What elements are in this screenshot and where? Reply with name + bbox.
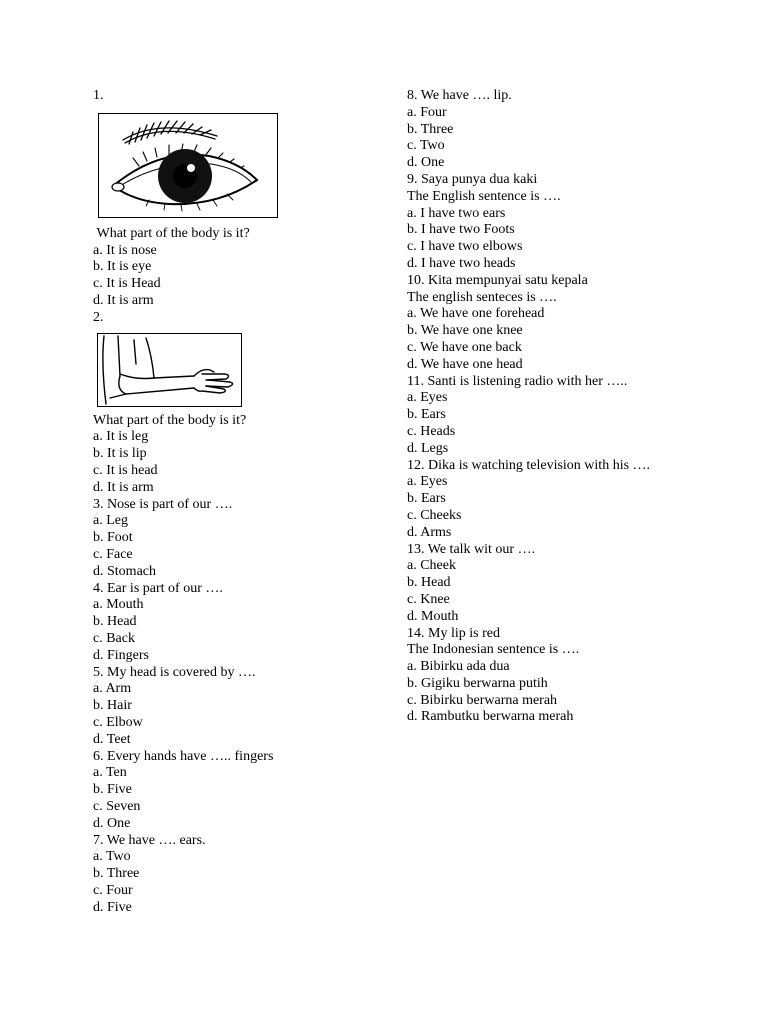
- question-6: [93, 749, 393, 833]
- question-text: 4. Ear is part of our ….: [93, 580, 223, 596]
- option-b: b. Gigiku berwarna putih: [407, 675, 548, 691]
- eye-icon: [99, 114, 277, 217]
- option-d: d. Stomach: [93, 563, 156, 579]
- option-d: d. I have two heads: [407, 255, 516, 271]
- option-d: d. One: [93, 815, 131, 831]
- option-d: d. Mouth: [407, 608, 459, 624]
- question-9: [407, 172, 669, 273]
- question-prompt: The English sentence is ….: [407, 188, 561, 204]
- left-column: [93, 88, 393, 916]
- question-text: 5. My head is covered by ….: [93, 664, 256, 680]
- option-a: a. Bibirku ada dua: [407, 659, 510, 675]
- option-d: d. It is arm: [93, 479, 154, 495]
- option-a: a. We have one forehead: [407, 306, 545, 322]
- option-d: d. Arms: [407, 524, 452, 540]
- option-a: a. Two: [93, 849, 131, 865]
- option-a: a. It is nose: [93, 242, 157, 258]
- option-d: d. Five: [93, 899, 132, 915]
- question-text: 10. Kita mempunyai satu kepala: [407, 272, 588, 288]
- option-b: b. It is eye: [93, 259, 152, 275]
- option-c: c. Back: [93, 630, 135, 646]
- option-c: c. Elbow: [93, 714, 143, 730]
- option-a: a. Eyes: [407, 474, 448, 490]
- option-a: a. Leg: [93, 513, 128, 529]
- question-text: 14. My lip is red: [407, 625, 500, 641]
- option-d: d. Teet: [93, 731, 131, 747]
- question-text: 3. Nose is part of our ….: [93, 496, 233, 512]
- question-11: [407, 374, 669, 458]
- option-c: c. It is head: [93, 462, 158, 478]
- question-prompt: The Indonesian sentence is ….: [407, 642, 580, 658]
- option-c: c. Face: [93, 546, 133, 562]
- question-13: [407, 542, 669, 626]
- option-b: b. Hair: [93, 698, 132, 714]
- option-a: a. Ten: [93, 765, 127, 781]
- option-d: d. One: [407, 155, 445, 171]
- arm-picture-frame: [97, 333, 242, 407]
- option-a: a. Eyes: [407, 390, 448, 406]
- question-prompt: The english senteces is ….: [407, 289, 557, 305]
- question-text: 12. Dika is watching television with his ….: [407, 457, 651, 473]
- option-c: c. Knee: [407, 591, 450, 607]
- option-b: b. Ears: [407, 491, 446, 507]
- question-text: What part of the body is it?: [93, 225, 250, 241]
- option-c: c. Cheeks: [407, 507, 462, 523]
- question-4: [93, 581, 393, 665]
- option-c: c. Two: [407, 138, 445, 154]
- question-12: [407, 458, 669, 542]
- option-b: b. Head: [407, 575, 451, 591]
- option-b: b. Three: [407, 121, 454, 137]
- option-b: b. We have one knee: [407, 323, 523, 339]
- option-b: b. I have two Foots: [407, 222, 515, 238]
- option-d: d. Legs: [407, 440, 449, 456]
- question-text: 6. Every hands have ….. fingers: [93, 748, 274, 764]
- question-text: What part of the body is it?: [93, 412, 247, 428]
- option-a: a. I have two ears: [407, 205, 506, 221]
- option-c: c. Four: [93, 882, 133, 898]
- question-1: [93, 88, 393, 310]
- question-text: 9. Saya punya dua kaki: [407, 171, 538, 187]
- question-14: [407, 626, 669, 727]
- option-a: a. Arm: [93, 681, 132, 697]
- question-8: [407, 88, 669, 172]
- option-c: c. Bibirku berwarna merah: [407, 692, 558, 708]
- option-c: c. Seven: [93, 798, 141, 814]
- question-text: 11. Santi is listening radio with her …..: [407, 373, 628, 389]
- option-a: a. Mouth: [93, 597, 144, 613]
- question-number: 1.: [93, 88, 104, 103]
- question-text: 13. We talk wit our ….: [407, 541, 536, 557]
- question-2: [93, 310, 393, 497]
- option-d: d. Rambutku berwarna merah: [407, 709, 574, 725]
- option-c: c. It is Head: [93, 276, 161, 292]
- option-b: b. Five: [93, 782, 132, 798]
- question-7: [93, 833, 393, 917]
- option-c: c. Heads: [407, 423, 456, 439]
- option-c: c. I have two elbows: [407, 239, 523, 255]
- eye-picture-frame: [98, 113, 278, 218]
- question-3: [93, 497, 393, 581]
- right-column: [407, 88, 669, 726]
- option-a: a. Four: [407, 104, 447, 120]
- arm-icon: [98, 334, 241, 406]
- option-a: a. It is leg: [93, 429, 149, 445]
- option-d: d. It is arm: [93, 292, 154, 308]
- question-number: 2.: [93, 309, 104, 325]
- question-5: [93, 665, 393, 749]
- option-d: d. We have one head: [407, 356, 523, 372]
- option-c: c. We have one back: [407, 339, 522, 355]
- question-text: 7. We have …. ears.: [93, 832, 206, 848]
- option-a: a. Cheek: [407, 558, 456, 574]
- option-b: b. Head: [93, 614, 137, 630]
- option-b: b. Foot: [93, 530, 133, 546]
- option-d: d. Fingers: [93, 647, 149, 663]
- option-b: b. Ears: [407, 407, 446, 423]
- question-10: [407, 273, 669, 374]
- option-b: b. Three: [93, 866, 140, 882]
- option-b: b. It is lip: [93, 446, 147, 462]
- question-text: 8. We have …. lip.: [407, 88, 512, 103]
